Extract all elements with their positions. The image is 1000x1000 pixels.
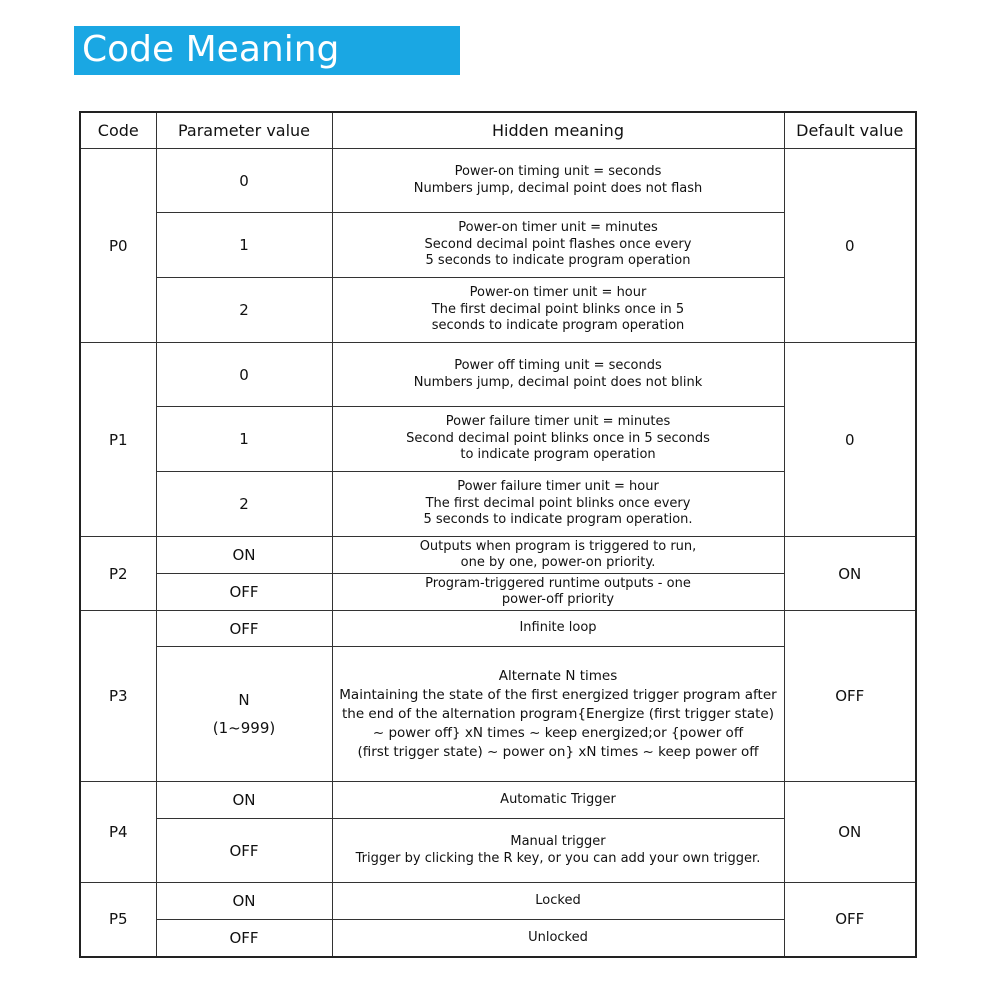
param-value: 0 (156, 149, 332, 213)
param-value: N (238, 691, 250, 709)
meaning-cell (332, 782, 784, 819)
code-cell-p2: P2 (80, 537, 156, 611)
meaning-line: 5 seconds to indicate program operation (425, 253, 691, 269)
meaning-line: to indicate program operation (460, 447, 656, 463)
table-row (80, 343, 916, 407)
meaning-line: Locked (535, 892, 581, 908)
meaning-line: Unlocked (528, 929, 588, 945)
param-value: ON (156, 537, 332, 574)
header-parameter-value: Parameter value (156, 112, 332, 149)
param-value: OFF (156, 611, 332, 647)
meaning-line: Power off timing unit = seconds (454, 358, 662, 373)
meaning-cell (332, 819, 784, 883)
meaning-cell (332, 611, 784, 647)
meaning-line: power-off priority (501, 592, 615, 607)
table-row (80, 782, 916, 819)
default-cell-p5: OFF (784, 883, 916, 957)
default-cell-p0: 0 (784, 149, 916, 343)
default-cell-p1: 0 (784, 343, 916, 537)
meaning-line: 5 seconds to indicate program operation. (423, 512, 693, 528)
table-row (80, 611, 916, 647)
meaning-line: (first trigger state) ~ power on} xN times ~ keep power off (357, 743, 759, 760)
param-value: 1 (156, 407, 332, 472)
header-hidden-meaning: Hidden meaning (332, 112, 784, 149)
param-value: OFF (156, 819, 332, 883)
meaning-cell (332, 149, 784, 213)
param-value: ON (156, 782, 332, 819)
meaning-line: The first decimal point blinks once every (425, 495, 691, 511)
meaning-line: Numbers jump, decimal point does not blink (413, 374, 703, 390)
meaning-cell (332, 647, 784, 782)
meaning-line: Automatic Trigger (500, 791, 616, 807)
meaning-line: Power failure timer unit = hour (457, 479, 659, 495)
code-cell-p0: P0 (80, 149, 156, 343)
meaning-line: Power-on timing unit = seconds (454, 164, 662, 179)
code-meaning-table (79, 111, 917, 958)
code-cell-p5: P5 (80, 883, 156, 957)
table-row (80, 149, 916, 213)
param-value: 2 (156, 278, 332, 343)
default-cell-p2: ON (784, 537, 916, 611)
meaning-line: Trigger by clicking the R key, or you can add your own trigger. (355, 850, 761, 866)
meaning-line: Program-triggered runtime outputs - one (425, 575, 691, 591)
meaning-cell (332, 574, 784, 611)
table-header-row (80, 112, 916, 149)
meaning-cell (332, 472, 784, 537)
code-cell-p3: P3 (80, 611, 156, 782)
table-row (80, 883, 916, 920)
param-value-cell (156, 647, 332, 782)
title-banner (74, 26, 460, 75)
meaning-cell (332, 278, 784, 343)
meaning-cell (332, 213, 784, 278)
param-value: OFF (156, 920, 332, 957)
meaning-line: Alternate N times (498, 667, 618, 684)
meaning-line: Maintaining the state of the first energized trigger program after (339, 686, 777, 703)
default-cell-p3: OFF (784, 611, 916, 782)
meaning-line: Infinite loop (519, 620, 597, 636)
param-value: 1 (156, 213, 332, 278)
header-default-value: Default value (784, 112, 916, 149)
param-value: OFF (156, 574, 332, 611)
meaning-line: Numbers jump, decimal point does not flash (413, 180, 703, 196)
meaning-line: Power-on timer unit = hour (469, 285, 647, 301)
meaning-line: Second decimal point flashes once every (424, 236, 692, 252)
header-code: Code (80, 112, 156, 149)
page-title: Code Meaning (82, 29, 340, 70)
meaning-line: Power failure timer unit = minutes (445, 414, 671, 430)
meaning-cell (332, 883, 784, 920)
param-range: (1~999) (212, 719, 276, 737)
meaning-line: The first decimal point blinks once in 5 (431, 301, 685, 317)
meaning-cell (332, 920, 784, 957)
meaning-line: ~ power off} xN times ~ keep energized;or {power off (372, 724, 744, 741)
meaning-line: Power-on timer unit = minutes (458, 220, 658, 236)
table-row (80, 537, 916, 574)
meaning-line: Second decimal point blinks once in 5 seconds (406, 430, 710, 446)
param-value: 2 (156, 472, 332, 537)
meaning-cell (332, 537, 784, 574)
meaning-line: Outputs when program is triggered to run, (419, 538, 697, 554)
meaning-line: seconds to indicate program operation (431, 318, 685, 334)
param-value: ON (156, 883, 332, 920)
default-cell-p4: ON (784, 782, 916, 883)
meaning-line: one by one, power-on priority. (460, 555, 656, 570)
meaning-cell (332, 343, 784, 407)
meaning-line: Manual trigger (510, 834, 606, 849)
code-cell-p1: P1 (80, 343, 156, 537)
param-value: 0 (156, 343, 332, 407)
meaning-line: the end of the alternation program{Energize (first trigger state) (341, 705, 775, 722)
meaning-cell (332, 407, 784, 472)
code-cell-p4: P4 (80, 782, 156, 883)
